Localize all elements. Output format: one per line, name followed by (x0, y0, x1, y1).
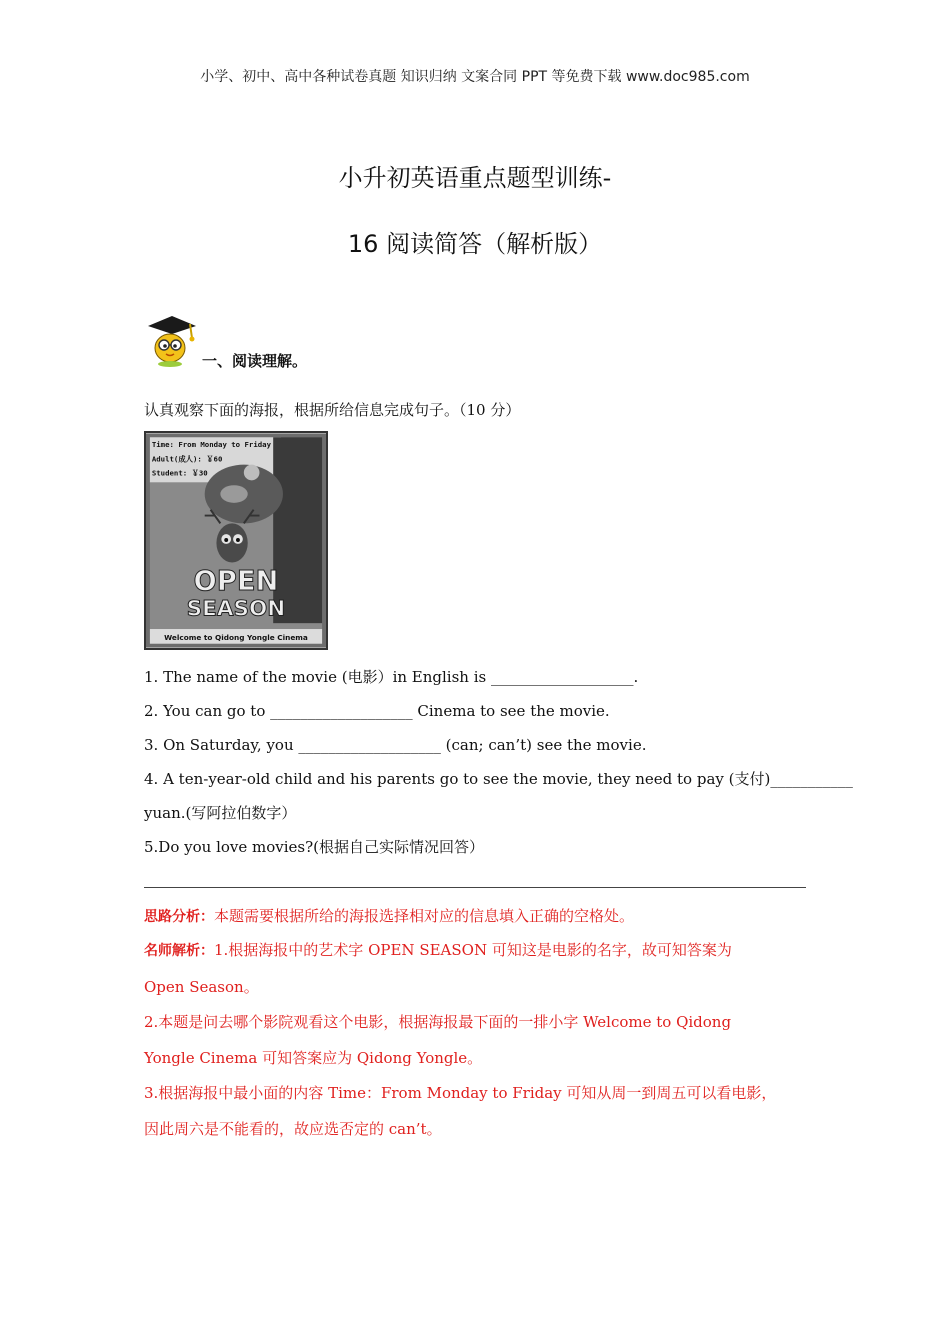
explanation-line-2: 2.本题是问去哪个影院观看这个电影，根据海报最下面的一排小字 Welcome to Qidong (144, 1013, 732, 1031)
explanation-line-3b: 因此周六是不能看的，故应选否定的 can’t。 (144, 1120, 442, 1138)
explanation-line-3: 3.根据海报中最小面的内容 Time：From Monday to Friday 可知从周一到周五可以看电影， (144, 1084, 777, 1102)
poster-logo-season: SEASON (186, 596, 286, 622)
question-2: 2. You can go to ___________________ Cinema to see the movie. (144, 702, 610, 720)
instruction-text: 认真观察下面的海报，根据所给信息完成句子。（10 分） (144, 401, 521, 419)
poster-time-text: Time: From Monday to Friday (151, 440, 271, 450)
page-header: 小学、初中、高中各种试卷真题 知识归纳 文案合同 PPT 等免费下载 www.doc985.com (200, 69, 750, 85)
poster-welcome-text: Welcome to Qidong Yongle Cinema (164, 632, 308, 642)
answer-divider-line (144, 887, 806, 888)
question-4-continued: yuan.(写阿拉伯数字） (144, 804, 297, 822)
question-1: 1. The name of the movie (电影）in English is ___________________. (144, 668, 639, 686)
analysis-line-1 (144, 905, 634, 926)
explanation-label: 名师解析： (144, 943, 214, 959)
analysis-label: 思路分析： (144, 909, 214, 925)
poster-tree-trunk (273, 437, 322, 623)
poster-student-price: Student: ￥30 (151, 468, 208, 478)
section-label: 一、阅读理解。 (202, 352, 308, 370)
explanation-line-1 (144, 939, 732, 960)
poster-deer-character (216, 523, 247, 562)
section-heading (144, 312, 544, 372)
doc-title-line2: 16 阅读简答（解析版） (347, 230, 603, 258)
explanation-text-1: 1.根据海报中的艺术字 OPEN SEASON 可知这是电影的名字，故可知答案为 (214, 941, 732, 959)
poster-logo-open: OPEN (193, 565, 279, 597)
graduate-mascot-icon (144, 312, 200, 368)
question-5: 5.Do you love movies?(根据自己实际情况回答） (144, 838, 485, 856)
explanation-line-2b: Yongle Cinema 可知答案应为 Qidong Yongle。 (144, 1049, 483, 1067)
question-4: 4. A ten-year-old child and his parents go to see the movie, they need to pay (支付)___________ (144, 770, 853, 788)
analysis-text: 本题需要根据所给的海报选择相对应的信息填入正确的空格处。 (214, 907, 635, 925)
movie-poster-image (144, 431, 328, 650)
explanation-line-1b: Open Season。 (144, 978, 259, 996)
doc-title-line1: 小升初英语重点题型训练- (338, 164, 612, 192)
question-3: 3. On Saturday, you ___________________ (can; can’t) see the movie. (144, 736, 647, 754)
poster-adult-price: Adult(成人): ￥60 (151, 454, 223, 464)
